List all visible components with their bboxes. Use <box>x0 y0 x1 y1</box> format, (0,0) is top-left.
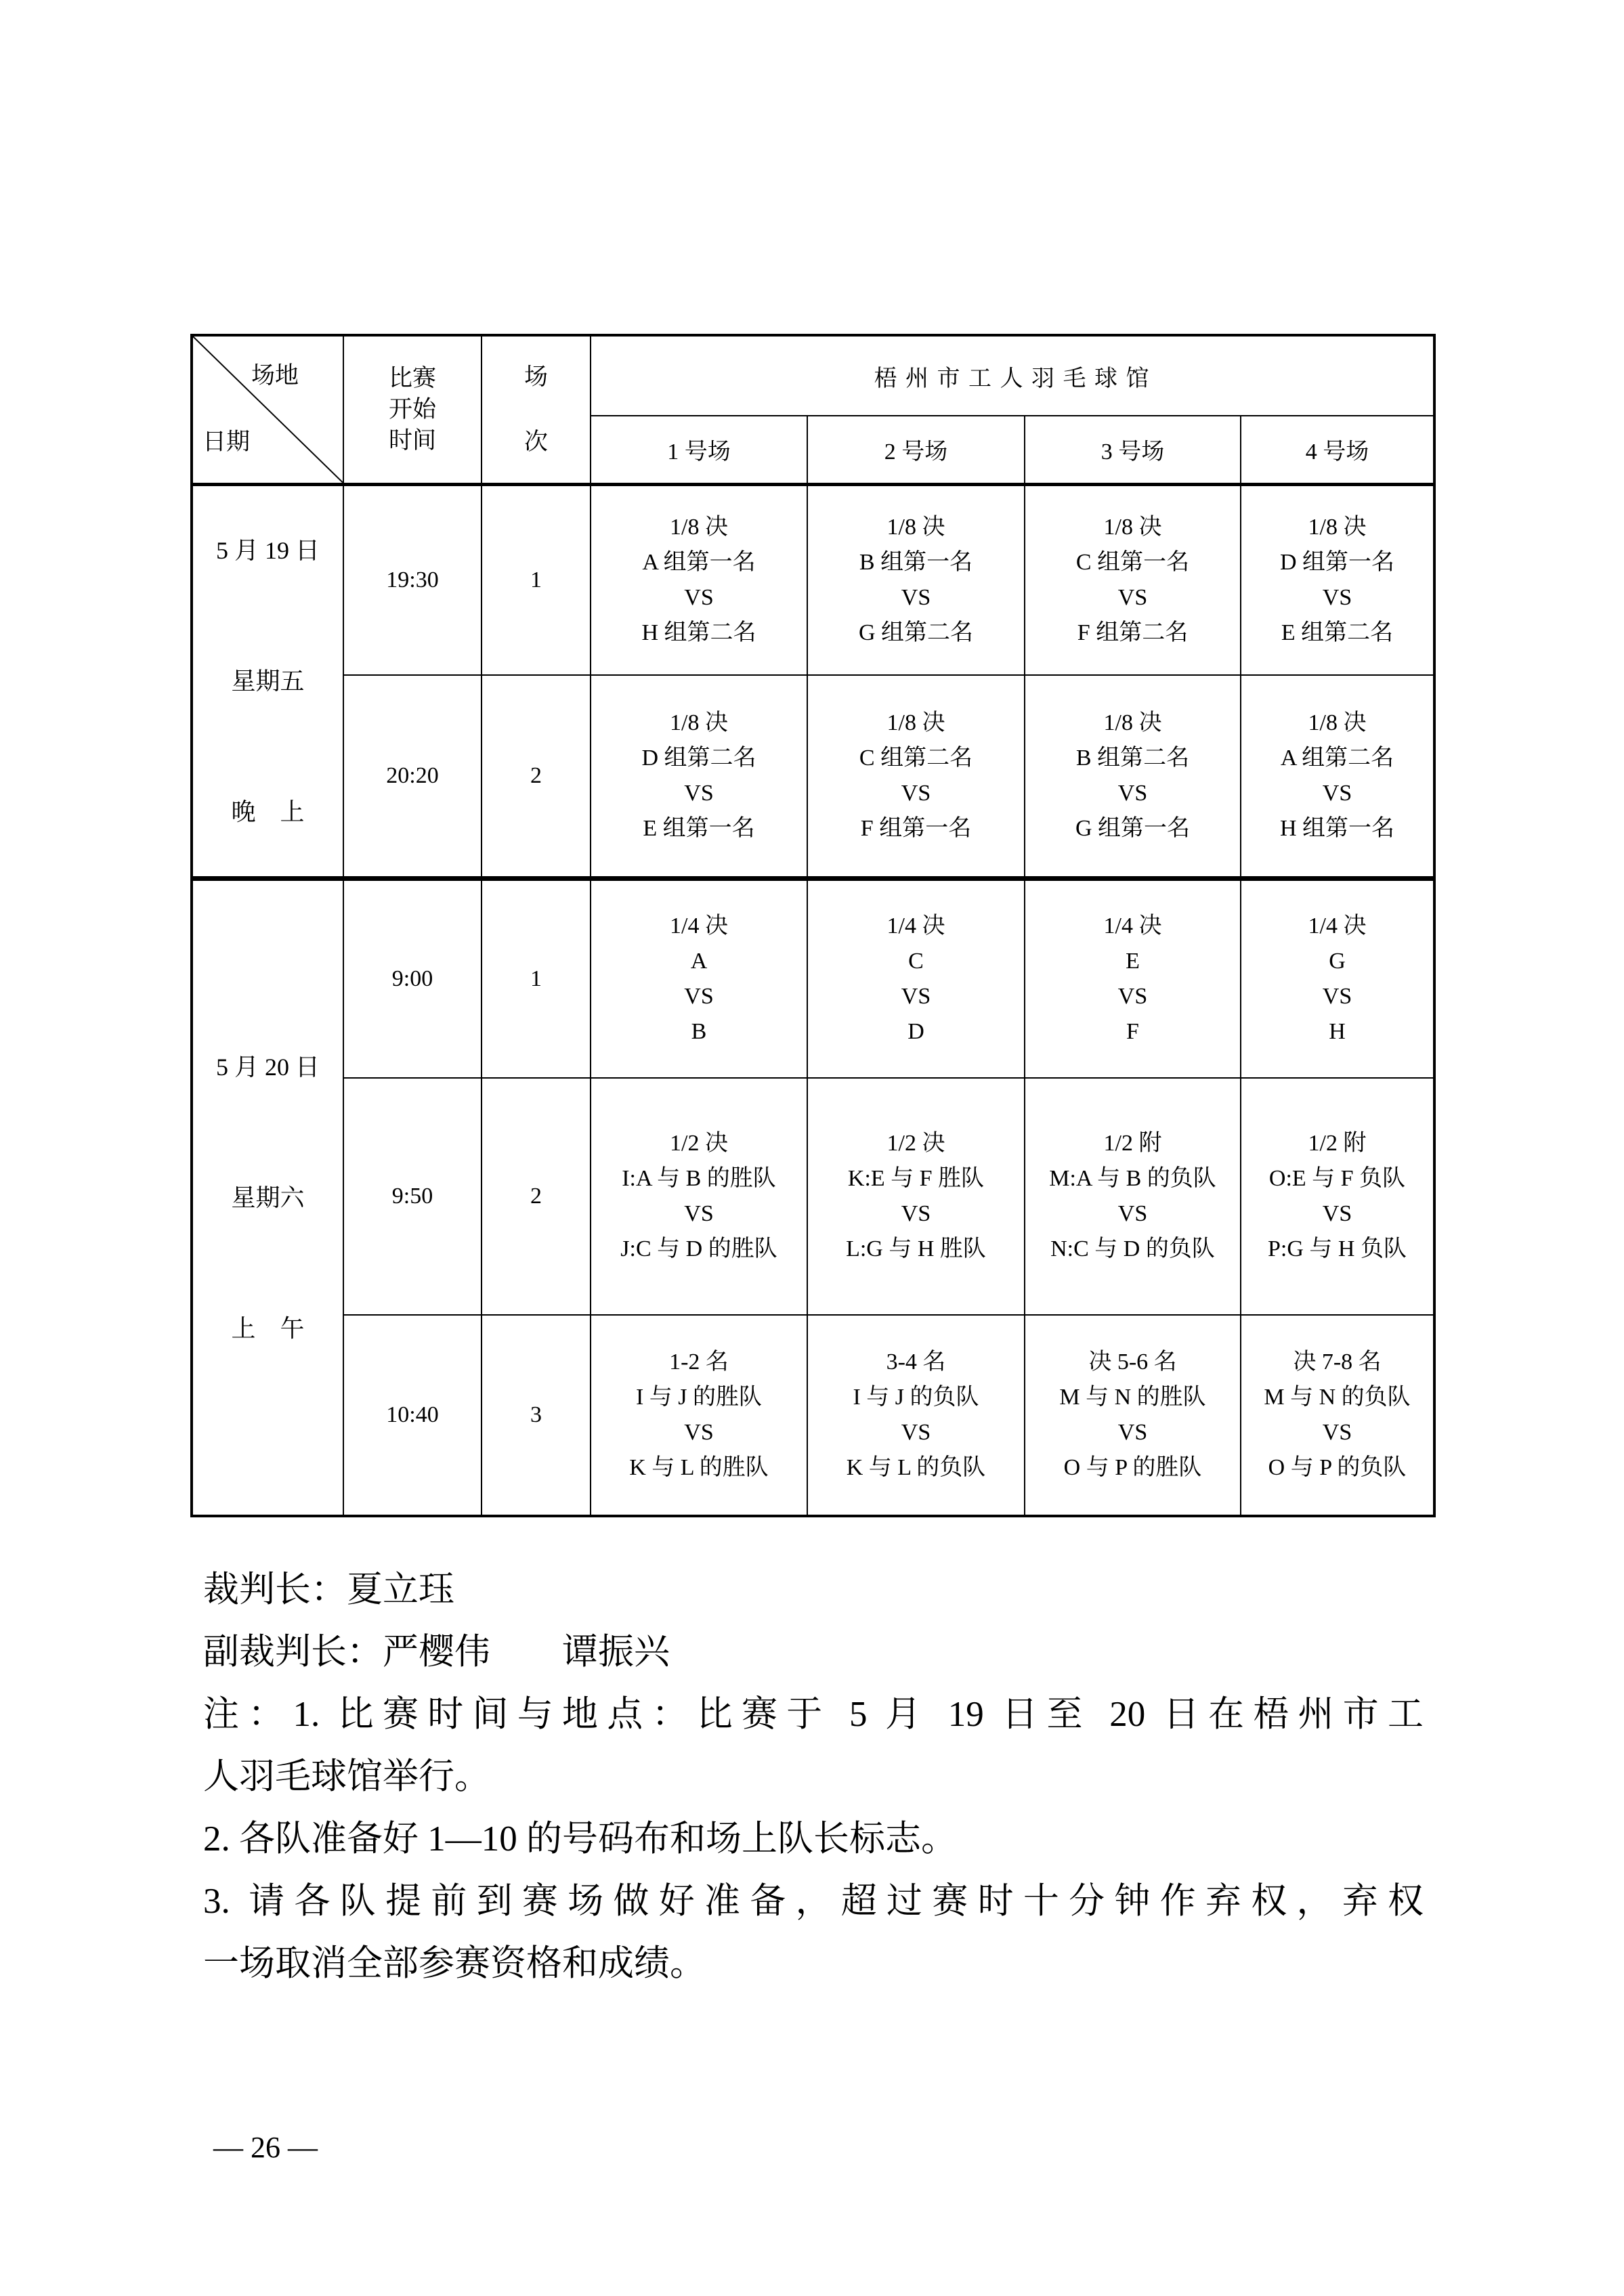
header-court-4: 4 号场 <box>1241 416 1434 484</box>
header-start-time <box>343 335 482 484</box>
cell-text-line: VS <box>1117 1201 1148 1226</box>
cell-text-line: VS <box>684 983 714 1009</box>
time-cell: 9:50 <box>343 1078 482 1315</box>
cell-text-line: G 组第一名 <box>1075 815 1191 841</box>
cell-text-line: K 与 L 的胜队 <box>629 1455 769 1480</box>
cell-text-line: F 组第二名 <box>1077 620 1189 645</box>
header-venue-name: 梧 州 市 工 人 羽 毛 球 馆 <box>591 335 1434 416</box>
cell-text-line: 1/8 决 <box>886 514 945 540</box>
cell-text-line: 次 <box>523 428 548 455</box>
note-line: 3. 请各队提前到赛场做好准备，超过赛时十分钟作弃权，弃权 <box>203 1882 1424 1921</box>
page-number: — 26 — <box>213 2131 318 2164</box>
time-cell: 10:40 <box>343 1315 482 1516</box>
match-cell <box>591 484 807 675</box>
cell-text-line: G 组第二名 <box>858 620 974 645</box>
session-cell: 2 <box>482 1078 591 1315</box>
cell-text-line: P:G 与 H 负队 <box>1268 1236 1407 1261</box>
cell-text-line: M:A 与 B 的负队 <box>1049 1166 1216 1191</box>
cell-text-line: VS <box>1117 983 1148 1009</box>
cell-text-line: 场 <box>523 363 548 390</box>
cell-text-line: 1/4 决 <box>886 913 945 938</box>
match-cell <box>1025 878 1241 1078</box>
cell-text-line: 晚 上 <box>231 798 305 825</box>
cell-text-line: 决 5-6 名 <box>1088 1349 1177 1374</box>
match-cell <box>1025 484 1241 675</box>
cell-text-line: A <box>690 948 708 974</box>
session-cell: 1 <box>482 484 591 675</box>
cell-text-line: D 组第一名 <box>1279 549 1395 575</box>
cell-text-line: 1/8 决 <box>670 710 728 735</box>
cell-text-line: D <box>907 1018 924 1044</box>
cell-text-line: 比赛 <box>388 364 436 391</box>
cell-text-line: K 与 L 的负队 <box>846 1455 986 1480</box>
cell-text-line: 1/4 决 <box>670 913 728 938</box>
match-cell <box>1241 1078 1434 1315</box>
cell-text-line: 1/8 决 <box>670 514 728 540</box>
cell-text-line: B 组第一名 <box>859 549 973 575</box>
cell-text-line: O:E 与 F 负队 <box>1268 1166 1406 1191</box>
cell-text-line: VS <box>1117 584 1148 610</box>
footer-notes <box>203 1559 1424 1995</box>
match-cell <box>1241 484 1434 675</box>
cell-text-line: N:C 与 D 的负队 <box>1050 1236 1215 1261</box>
cell-text-line: 1/8 决 <box>886 710 945 735</box>
cell-text-line: 1/2 决 <box>886 1131 945 1156</box>
match-cell <box>1025 1315 1241 1516</box>
header-session <box>482 335 591 484</box>
cell-text-line: 5 月 20 日 <box>215 1053 320 1081</box>
cell-text-line: M 与 N 的胜队 <box>1059 1385 1206 1410</box>
header-court-3: 3 号场 <box>1025 416 1241 484</box>
cell-text-line: O 与 P 的胜队 <box>1063 1455 1202 1480</box>
note-line: 2. 各队准备好 1—10 的号码布和场上队长标志。 <box>203 1819 957 1859</box>
match-cell <box>1025 675 1241 878</box>
cell-text-line: 1/4 决 <box>1103 913 1162 938</box>
cell-text-line: 上 午 <box>231 1314 305 1342</box>
deputy-referee-line: 副裁判长：严樱伟 谭振兴 <box>203 1632 670 1672</box>
note-line: 一场取消全部参赛资格和成绩。 <box>203 1944 706 1983</box>
time-cell: 9:00 <box>343 878 482 1078</box>
cell-text-line: M 与 N 的负队 <box>1264 1385 1411 1410</box>
cell-text-line: 决 7-8 名 <box>1293 1349 1382 1374</box>
cell-text-line: E 组第二名 <box>1281 620 1394 645</box>
cell-text-line: O 与 P 的负队 <box>1268 1455 1407 1480</box>
cell-text-line: I:A 与 B 的胜队 <box>622 1166 776 1191</box>
match-cell <box>807 1315 1025 1516</box>
cell-text-line: VS <box>1322 983 1352 1009</box>
cell-text-line: VS <box>1322 780 1352 806</box>
cell-text-line: E <box>1126 948 1140 974</box>
cell-text-line: 5 月 19 日 <box>215 536 320 564</box>
session-cell: 2 <box>482 675 591 878</box>
match-cell <box>807 484 1025 675</box>
cell-text-line: VS <box>901 584 931 610</box>
time-cell: 19:30 <box>343 484 482 675</box>
cell-text-line: 星期六 <box>231 1184 305 1211</box>
match-cell <box>807 878 1025 1078</box>
cell-text-line: VS <box>684 1420 714 1445</box>
cell-text-line: F 组第一名 <box>860 815 972 841</box>
cell-text-line: VS <box>684 584 714 610</box>
cell-text-line: VS <box>1322 584 1352 610</box>
cell-text-line: 1/8 决 <box>1103 514 1162 540</box>
cell-text-line: C 组第二名 <box>859 745 973 771</box>
cell-text-line: VS <box>901 1420 931 1445</box>
referee-line: 裁判长：夏立珏 <box>203 1570 454 1609</box>
cell-text-line: I 与 J 的胜队 <box>635 1385 763 1410</box>
cell-text-line: VS <box>1322 1420 1352 1445</box>
corner-label-venue: 场地 <box>251 362 299 389</box>
cell-text-line: 1/2 附 <box>1103 1131 1162 1156</box>
cell-text-line: A 组第二名 <box>1280 745 1394 771</box>
cell-text-line: 1/2 决 <box>670 1131 728 1156</box>
date-cell-may20 <box>192 878 343 1516</box>
cell-text-line: 开始 <box>388 395 436 423</box>
cell-text-line: 1/2 附 <box>1308 1131 1367 1156</box>
cell-text-line: VS <box>901 780 931 806</box>
match-cell <box>807 1078 1025 1315</box>
cell-text-line: 1/8 决 <box>1308 514 1367 540</box>
cell-text-line: VS <box>1117 1420 1148 1445</box>
cell-text-line: E 组第一名 <box>643 815 755 841</box>
cell-text-line: B <box>691 1018 707 1044</box>
header-court-2: 2 号场 <box>807 416 1025 484</box>
match-cell <box>591 675 807 878</box>
header-court-1: 1 号场 <box>591 416 807 484</box>
match-cell <box>591 1078 807 1315</box>
cell-text-line: VS <box>1322 1201 1352 1226</box>
note-line: 注：1. 比赛时间与地点：比赛于 5 月 19 日至 20 日在梧州市工 <box>203 1695 1424 1734</box>
cell-text-line: K:E 与 F 胜队 <box>847 1166 985 1191</box>
cell-text-line: B 组第二名 <box>1075 745 1190 771</box>
cell-text-line: VS <box>684 1201 714 1226</box>
time-cell: 20:20 <box>343 675 482 878</box>
session-cell: 1 <box>482 878 591 1078</box>
cell-text-line: C 组第一名 <box>1075 549 1190 575</box>
cell-text-line: 1/4 决 <box>1308 913 1367 938</box>
cell-text-line: 3-4 名 <box>886 1349 946 1374</box>
cell-text-line: J:C 与 D 的胜队 <box>620 1236 777 1261</box>
cell-text-line: 1-2 名 <box>669 1349 729 1374</box>
cell-text-line: L:G 与 H 胜队 <box>846 1236 986 1261</box>
cell-text-line: 1/8 决 <box>1308 710 1367 735</box>
cell-text-line: VS <box>1117 780 1148 806</box>
corner-label-date: 日期 <box>202 429 251 455</box>
schedule-table <box>190 334 1436 1517</box>
cell-text-line: F <box>1126 1018 1139 1044</box>
cell-text-line: 星期五 <box>231 667 305 695</box>
match-cell <box>1241 1315 1434 1516</box>
match-cell <box>1241 675 1434 878</box>
match-cell <box>591 878 807 1078</box>
cell-text-line: H 组第一名 <box>1279 815 1395 841</box>
match-cell <box>1025 1078 1241 1315</box>
cell-text-line: H <box>1329 1018 1346 1044</box>
cell-text-line: A 组第一名 <box>642 549 756 575</box>
match-cell <box>807 675 1025 878</box>
cell-text-line: VS <box>684 780 714 806</box>
cell-text-line: D 组第二名 <box>641 745 756 771</box>
cell-text-line: H 组第二名 <box>641 620 756 645</box>
match-cell <box>1241 878 1434 1078</box>
corner-cell <box>192 335 343 484</box>
match-cell <box>591 1315 807 1516</box>
date-cell-may19 <box>192 484 343 878</box>
cell-text-line: 时间 <box>388 427 436 454</box>
cell-text-line: VS <box>901 1201 931 1226</box>
cell-text-line: G <box>1329 948 1346 974</box>
cell-text-line: C <box>908 948 924 974</box>
cell-text-line: 1/8 决 <box>1103 710 1162 735</box>
note-line: 人羽毛球馆举行。 <box>203 1757 490 1796</box>
cell-text-line: VS <box>901 983 931 1009</box>
cell-text-line: I 与 J 的负队 <box>853 1385 979 1410</box>
session-cell: 3 <box>482 1315 591 1516</box>
